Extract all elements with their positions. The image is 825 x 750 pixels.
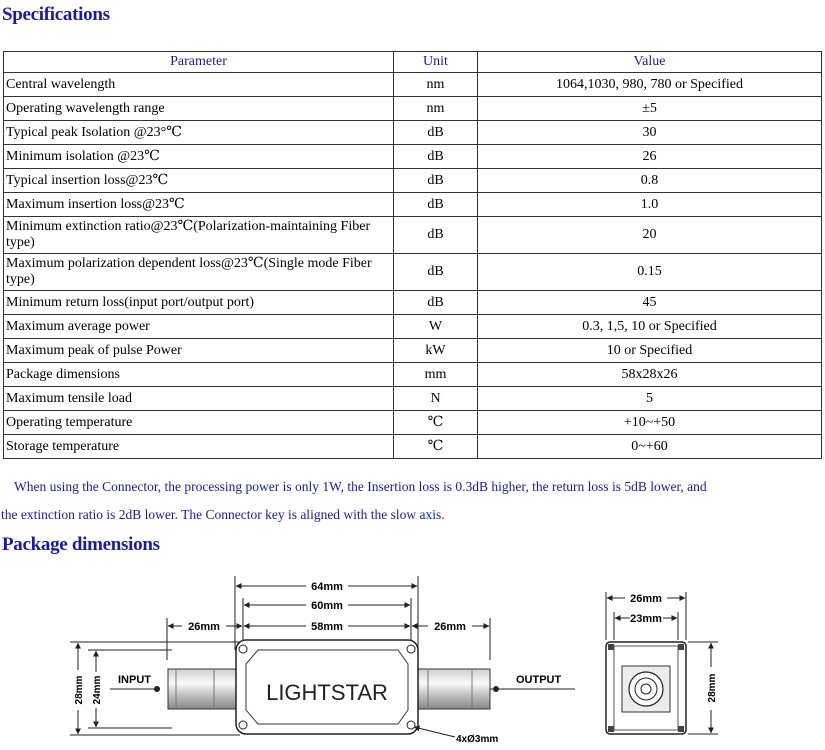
table-row: [4, 73, 822, 97]
table-row: [4, 435, 822, 459]
unit-cell: dB: [394, 217, 478, 254]
input-label: INPUT: [118, 674, 151, 686]
output-collimator: [415, 669, 490, 709]
unit-cell: dB: [394, 121, 478, 145]
package-dimensions-drawing: [0, 570, 825, 750]
table-row: [4, 217, 822, 254]
output-fiber: [490, 686, 575, 692]
unit-cell: ℃: [394, 435, 478, 459]
value-cell: 1.0: [478, 193, 822, 217]
holes-label: 4xØ3mm: [456, 734, 499, 745]
table-row: [4, 121, 822, 145]
parameter-cell: Operating wavelength range: [4, 97, 394, 121]
value-cell: 26: [478, 145, 822, 169]
value-cell: 10 or Specified: [478, 339, 822, 363]
unit-cell: nm: [394, 73, 478, 97]
unit-cell: W: [394, 315, 478, 339]
parameter-cell: Minimum isolation @23℃: [4, 145, 394, 169]
specifications-heading: Specifications: [2, 4, 110, 25]
table-row: [4, 315, 822, 339]
value-cell: 5: [478, 387, 822, 411]
table-row: [4, 291, 822, 315]
specifications-table: [3, 51, 822, 459]
value-cell: 30: [478, 121, 822, 145]
side-dim-28mm-label: 28mm: [707, 673, 718, 703]
parameter-cell: Maximum polarization dependent loss@23℃(Single mode Fiber type): [4, 254, 394, 291]
holes-leader-line: [414, 727, 455, 737]
parameter-cell: Typical peak Isolation @23°℃: [4, 121, 394, 145]
unit-cell: N: [394, 387, 478, 411]
parameter-cell: Maximum average power: [4, 315, 394, 339]
parameter-cell: Maximum peak of pulse Power: [4, 339, 394, 363]
side-dim-26mm-label: 26mm: [630, 593, 662, 605]
dim-26mm-right-label: 26mm: [434, 621, 466, 633]
input-collimator: [168, 669, 238, 709]
table-row: [4, 97, 822, 121]
connector-note-line1: When using the Connector, the processing power is only 1W, the Insertion loss is 0.3dB higher, the return loss is 5dB lower, and: [14, 479, 707, 494]
table-row: [4, 387, 822, 411]
parameter-cell: Minimum extinction ratio@23℃(Polarization-maintaining Fiber type): [4, 217, 394, 254]
package-dimensions-heading: Package dimensions: [2, 534, 160, 555]
unit-cell: dB: [394, 193, 478, 217]
output-label: OUTPUT: [516, 674, 562, 686]
connector-note-line2: the extinction ratio is 2dB lower. The Connector key is aligned with the slow axis.: [1, 507, 445, 522]
value-cell: 0.3, 1,5, 10 or Specified: [478, 315, 822, 339]
parameter-cell: Package dimensions: [4, 363, 394, 387]
value-cell: +10~+50: [478, 411, 822, 435]
input-fiber: [110, 686, 160, 692]
table-row: [4, 254, 822, 291]
parameter-cell: Central wavelength: [4, 73, 394, 97]
dim-60mm-label: 60mm: [311, 600, 343, 612]
unit-cell: nm: [394, 97, 478, 121]
header-value: Value: [478, 52, 822, 73]
dim-28mm-label: 28mm: [74, 675, 85, 705]
dim-58mm-label: 58mm: [311, 621, 343, 633]
table-row: [4, 193, 822, 217]
value-cell: 1064,1030, 980, 780 or Specified: [478, 73, 822, 97]
value-cell: 20: [478, 217, 822, 254]
table-row: [4, 339, 822, 363]
unit-cell: ℃: [394, 411, 478, 435]
table-row: [4, 363, 822, 387]
unit-cell: dB: [394, 169, 478, 193]
table-row: [4, 411, 822, 435]
value-cell: 45: [478, 291, 822, 315]
parameter-cell: Typical insertion loss@23℃: [4, 169, 394, 193]
value-cell: ±5: [478, 97, 822, 121]
value-cell: 0.8: [478, 169, 822, 193]
unit-cell: dB: [394, 291, 478, 315]
parameter-cell: Storage temperature: [4, 435, 394, 459]
header-unit: Unit: [394, 52, 478, 73]
dim-64mm-label: 64mm: [311, 581, 343, 593]
unit-cell: mm: [394, 363, 478, 387]
table-row: [4, 145, 822, 169]
dim-24mm-label: 24mm: [92, 675, 103, 705]
table-row: [4, 169, 822, 193]
value-cell: 58x28x26: [478, 363, 822, 387]
side-dim-23mm-label: 23mm: [630, 613, 662, 625]
parameter-cell: Maximum tensile load: [4, 387, 394, 411]
value-cell: 0~+60: [478, 435, 822, 459]
dim-26mm-left-label: 26mm: [188, 621, 220, 633]
table-header-row: [4, 52, 822, 73]
port-ring-icon: [629, 672, 663, 706]
unit-cell: kW: [394, 339, 478, 363]
unit-cell: dB: [394, 145, 478, 169]
header-parameter: Parameter: [4, 52, 394, 73]
parameter-cell: Operating temperature: [4, 411, 394, 435]
parameter-cell: Maximum insertion loss@23℃: [4, 193, 394, 217]
parameter-cell: Minimum return loss(input port/output port): [4, 291, 394, 315]
value-cell: 0.15: [478, 254, 822, 291]
brand-logo-text: LIGHTSTAR: [266, 680, 388, 705]
unit-cell: dB: [394, 254, 478, 291]
